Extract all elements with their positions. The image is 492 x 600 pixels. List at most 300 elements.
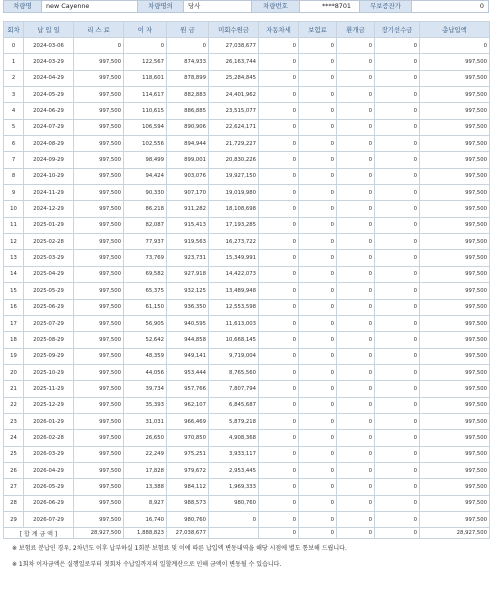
table-cell: 25,284,845	[209, 70, 259, 86]
table-cell: 118,601	[124, 70, 167, 86]
table-cell: 0	[299, 332, 337, 348]
table-cell: 26	[4, 462, 24, 478]
table-cell: 0	[209, 511, 259, 527]
table-cell: 997,500	[74, 217, 124, 233]
table-cell: 0	[259, 266, 299, 282]
table-cell: 0	[375, 430, 420, 446]
table-cell: 0	[259, 250, 299, 266]
table-cell: 0	[259, 201, 299, 217]
table-cell: 997,500	[420, 397, 490, 413]
table-cell: 980,760	[209, 495, 259, 511]
column-header: 미회수원금	[209, 22, 259, 38]
table-cell: 997,500	[420, 348, 490, 364]
column-header: 원 금	[167, 22, 209, 38]
table-cell: 102,556	[124, 136, 167, 152]
table-cell: 878,899	[167, 70, 209, 86]
table-cell: 0	[299, 283, 337, 299]
table-cell: 77,937	[124, 234, 167, 250]
car-number-value: ****8701	[300, 1, 360, 12]
table-cell: 936,350	[167, 299, 209, 315]
table-cell: 997,500	[420, 103, 490, 119]
table-cell: 0	[299, 397, 337, 413]
total-insurance: 0	[299, 528, 337, 539]
table-cell: 0	[375, 38, 420, 54]
table-cell: 98,499	[124, 152, 167, 168]
table-cell: 0	[375, 413, 420, 429]
table-cell: 0	[337, 136, 375, 152]
table-cell: 31,031	[124, 413, 167, 429]
note-interest: ※ 1회차 이자금액은 실행일로부터 첫회차 수납일까지의 일할계산으로 인해 금액이 변동될 수 있습니다.	[12, 561, 282, 568]
table-cell: 0	[337, 413, 375, 429]
column-header: 총납입액	[420, 22, 490, 38]
table-cell: 997,500	[420, 185, 490, 201]
table-cell: 0	[337, 348, 375, 364]
table-cell: 3	[4, 87, 24, 103]
table-cell: 949,141	[167, 348, 209, 364]
table-cell: 997,500	[74, 413, 124, 429]
table-cell: 0	[299, 168, 337, 184]
table-cell: 19	[4, 348, 24, 364]
table-cell: 980,760	[167, 511, 209, 527]
table-cell: 953,444	[167, 364, 209, 380]
table-cell: 0	[259, 168, 299, 184]
total-refund: 0	[337, 528, 375, 539]
table-cell: 2025-12-29	[24, 397, 74, 413]
table-cell: 2025-05-29	[24, 283, 74, 299]
table-cell: 997,500	[420, 430, 490, 446]
table-cell: 0	[299, 87, 337, 103]
table-row	[4, 462, 490, 478]
table-cell: 8,927	[124, 495, 167, 511]
table-cell: 0	[259, 446, 299, 462]
table-cell: 2025-03-29	[24, 250, 74, 266]
table-cell: 0	[259, 185, 299, 201]
column-header: 리 스 료	[74, 22, 124, 38]
table-cell: 997,500	[74, 119, 124, 135]
table-cell: 979,672	[167, 462, 209, 478]
table-cell: 894,944	[167, 136, 209, 152]
table-cell: 0	[337, 168, 375, 184]
table-cell: 26,650	[124, 430, 167, 446]
table-cell: 22	[4, 397, 24, 413]
table-cell: 19,927,150	[209, 168, 259, 184]
table-cell: 0	[375, 103, 420, 119]
table-cell: 0	[375, 87, 420, 103]
table-cell: 874,933	[167, 54, 209, 70]
table-cell: 48,359	[124, 348, 167, 364]
table-cell: 2026-03-29	[24, 446, 74, 462]
table-cell: 997,500	[74, 495, 124, 511]
table-cell: 9,719,004	[209, 348, 259, 364]
table-cell: 10	[4, 201, 24, 217]
total-label: [ 합 계 금 액 ]	[4, 528, 74, 539]
table-cell: 997,500	[74, 283, 124, 299]
table-cell: 890,906	[167, 119, 209, 135]
table-cell: 997,500	[74, 185, 124, 201]
table-cell: 15	[4, 283, 24, 299]
table-cell: 997,500	[420, 201, 490, 217]
table-cell: 997,500	[420, 266, 490, 282]
table-cell: 997,500	[74, 70, 124, 86]
table-cell: 23	[4, 413, 24, 429]
table-cell: 69,582	[124, 266, 167, 282]
table-cell: 0	[375, 364, 420, 380]
table-cell: 997,500	[74, 201, 124, 217]
table-cell: 0	[259, 217, 299, 233]
table-cell: 0	[259, 54, 299, 70]
table-cell: 0	[259, 299, 299, 315]
column-header: 보험료	[299, 22, 337, 38]
table-cell: 0	[299, 364, 337, 380]
table-cell: 0	[299, 217, 337, 233]
table-cell: 0	[337, 119, 375, 135]
table-cell: 0	[259, 430, 299, 446]
table-cell: 997,500	[420, 168, 490, 184]
table-cell: 0	[375, 495, 420, 511]
table-cell: 0	[299, 348, 337, 364]
table-cell: 0	[299, 119, 337, 135]
table-cell: 2026-04-29	[24, 462, 74, 478]
table-cell: 997,500	[420, 511, 490, 527]
table-row	[4, 299, 490, 315]
car-owner-label: 차량명의	[138, 1, 184, 12]
table-cell: 4	[4, 103, 24, 119]
table-cell: 0	[299, 381, 337, 397]
table-cell: 9	[4, 185, 24, 201]
table-cell: 0	[259, 511, 299, 527]
table-row	[4, 332, 490, 348]
table-cell: 2024-08-29	[24, 136, 74, 152]
column-header: 회차	[4, 22, 24, 38]
table-cell: 14,422,073	[209, 266, 259, 282]
table-cell: 997,500	[74, 446, 124, 462]
table-cell: 940,595	[167, 315, 209, 331]
table-row	[4, 348, 490, 364]
table-row	[4, 168, 490, 184]
table-cell: 0	[337, 511, 375, 527]
table-cell: 0	[337, 430, 375, 446]
table-cell: 22,249	[124, 446, 167, 462]
table-cell: 12,553,598	[209, 299, 259, 315]
table-cell: 997,500	[74, 462, 124, 478]
table-cell: 0	[337, 54, 375, 70]
table-cell: 0	[375, 119, 420, 135]
table-row	[4, 511, 490, 527]
table-cell: 20	[4, 364, 24, 380]
table-cell: 997,500	[74, 266, 124, 282]
table-cell: 0	[337, 299, 375, 315]
table-cell: 6	[4, 136, 24, 152]
table-cell: 2024-05-29	[24, 87, 74, 103]
total-principal: 27,038,677	[167, 528, 209, 539]
table-cell: 0	[259, 348, 299, 364]
table-cell: 2025-09-29	[24, 348, 74, 364]
table-cell: 997,500	[74, 364, 124, 380]
table-cell: 997,500	[74, 381, 124, 397]
table-cell: 0	[259, 315, 299, 331]
table-cell: 997,500	[420, 364, 490, 380]
table-cell: 997,500	[420, 152, 490, 168]
table-cell: 0	[375, 152, 420, 168]
table-cell: 2024-11-29	[24, 185, 74, 201]
table-cell: 13,489,948	[209, 283, 259, 299]
table-cell: 907,170	[167, 185, 209, 201]
table-cell: 0	[299, 413, 337, 429]
table-cell: 0	[167, 38, 209, 54]
table-cell: 0	[259, 283, 299, 299]
residual-label: 무보증잔가	[360, 1, 412, 12]
table-cell: 2024-10-29	[24, 168, 74, 184]
table-cell: 2024-07-29	[24, 119, 74, 135]
table-cell: 0	[299, 70, 337, 86]
table-row	[4, 119, 490, 135]
table-cell: 16,273,722	[209, 234, 259, 250]
table-cell: 6,845,687	[209, 397, 259, 413]
table-cell: 11	[4, 217, 24, 233]
table-row	[4, 38, 490, 54]
table-cell: 0	[259, 136, 299, 152]
table-cell: 17,193,285	[209, 217, 259, 233]
table-cell: 997,500	[420, 250, 490, 266]
table-cell: 0	[299, 234, 337, 250]
table-cell: 4,908,368	[209, 430, 259, 446]
table-cell: 0	[299, 495, 337, 511]
table-cell: 997,500	[74, 234, 124, 250]
table-cell: 997,500	[74, 511, 124, 527]
table-row	[4, 103, 490, 119]
table-row	[4, 266, 490, 282]
table-cell: 0	[375, 54, 420, 70]
table-row	[4, 430, 490, 446]
table-cell: 997,500	[74, 430, 124, 446]
table-cell: 0	[337, 87, 375, 103]
table-cell: 2024-12-29	[24, 201, 74, 217]
table-row	[4, 234, 490, 250]
table-cell: 0	[337, 152, 375, 168]
residual-value: 0	[479, 2, 484, 10]
table-cell: 2024-03-29	[24, 54, 74, 70]
table-cell: 18,108,698	[209, 201, 259, 217]
table-cell: 1,969,333	[209, 479, 259, 495]
table-cell: 0	[375, 332, 420, 348]
table-cell: 911,282	[167, 201, 209, 217]
table-cell: 2026-05-29	[24, 479, 74, 495]
table-cell: 984,112	[167, 479, 209, 495]
table-row	[4, 217, 490, 233]
table-cell: 0	[337, 479, 375, 495]
table-cell: 0	[337, 283, 375, 299]
table-cell: 52,642	[124, 332, 167, 348]
table-cell: 0	[375, 70, 420, 86]
table-cell: 0	[375, 217, 420, 233]
note-insurance: ※ 보험료 분납인 경우, 2차년도 이후 납부하실 1회분 보험료 및 이에 따른 납입액 변동내역을 해당 시점에 별도 통보해 드립니다.	[12, 545, 347, 552]
table-cell: 0	[299, 54, 337, 70]
table-cell: 997,500	[74, 479, 124, 495]
table-cell: 997,500	[74, 299, 124, 315]
table-cell: 2024-03-06	[24, 38, 74, 54]
total-tax: 0	[259, 528, 299, 539]
car-name-value: new Cayenne	[42, 1, 138, 12]
total-advance: 0	[375, 528, 420, 539]
table-cell: 0	[259, 413, 299, 429]
table-cell: 0	[375, 185, 420, 201]
column-header: 자동차세	[259, 22, 299, 38]
table-cell: 0	[337, 234, 375, 250]
table-cell: 13,388	[124, 479, 167, 495]
table-cell: 0	[299, 430, 337, 446]
table-cell: 997,500	[420, 381, 490, 397]
table-cell: 2026-06-29	[24, 495, 74, 511]
table-cell: 2024-06-29	[24, 103, 74, 119]
table-cell: 0	[299, 446, 337, 462]
column-header: 이 자	[124, 22, 167, 38]
table-cell: 0	[420, 38, 490, 54]
table-cell: 903,076	[167, 168, 209, 184]
table-row	[4, 152, 490, 168]
table-cell: 110,615	[124, 103, 167, 119]
table-cell: 997,500	[420, 136, 490, 152]
table-cell: 61,150	[124, 299, 167, 315]
table-cell: 0	[375, 283, 420, 299]
table-cell: 5,879,218	[209, 413, 259, 429]
table-cell: 966,469	[167, 413, 209, 429]
table-header-row	[4, 22, 490, 38]
table-cell: 2	[4, 70, 24, 86]
table-cell: 0	[337, 446, 375, 462]
table-cell: 997,500	[420, 462, 490, 478]
table-cell: 997,500	[74, 136, 124, 152]
table-cell: 997,500	[420, 332, 490, 348]
table-cell: 0	[375, 315, 420, 331]
total-remaining	[209, 528, 259, 539]
total-lease: 28,927,500	[74, 528, 124, 539]
table-cell: 0	[375, 168, 420, 184]
table-cell: 0	[337, 381, 375, 397]
table-cell: 2026-01-29	[24, 413, 74, 429]
table-cell: 997,500	[420, 413, 490, 429]
table-cell: 0	[337, 201, 375, 217]
table-cell: 0	[259, 364, 299, 380]
table-cell: 0	[259, 462, 299, 478]
total-sum: 28,927,500	[420, 528, 490, 539]
column-header: 납 입 일	[24, 22, 74, 38]
table-cell: 2024-04-29	[24, 70, 74, 86]
car-number-label: 차량번호	[252, 1, 300, 12]
table-cell: 82,087	[124, 217, 167, 233]
table-cell: 2025-08-29	[24, 332, 74, 348]
table-cell: 0	[337, 397, 375, 413]
table-cell: 997,500	[74, 348, 124, 364]
table-cell: 22,624,171	[209, 119, 259, 135]
table-cell: 970,850	[167, 430, 209, 446]
table-cell: 0	[375, 348, 420, 364]
table-cell: 0	[299, 266, 337, 282]
table-cell: 0	[259, 152, 299, 168]
table-cell: 0	[337, 38, 375, 54]
table-cell: 8	[4, 168, 24, 184]
table-cell: 17	[4, 315, 24, 331]
table-cell: 997,500	[74, 152, 124, 168]
table-cell: 0	[375, 511, 420, 527]
table-cell: 29	[4, 511, 24, 527]
table-cell: 997,500	[420, 495, 490, 511]
table-row	[4, 283, 490, 299]
table-cell: 997,500	[74, 103, 124, 119]
table-cell: 39,734	[124, 381, 167, 397]
table-cell: 0	[299, 299, 337, 315]
table-cell: 0	[259, 397, 299, 413]
table-cell: 5	[4, 119, 24, 135]
table-cell: 997,500	[420, 217, 490, 233]
total-interest: 1,888,823	[124, 528, 167, 539]
table-cell: 997,500	[420, 70, 490, 86]
table-cell: 997,500	[420, 315, 490, 331]
table-cell: 23,515,077	[209, 103, 259, 119]
table-cell: 0	[375, 397, 420, 413]
table-cell: 24	[4, 430, 24, 446]
table-cell: 7	[4, 152, 24, 168]
table-cell: 73,769	[124, 250, 167, 266]
table-cell: 997,500	[420, 479, 490, 495]
table-cell: 997,500	[420, 87, 490, 103]
column-header: 환개금	[337, 22, 375, 38]
table-cell: 18	[4, 332, 24, 348]
table-cell: 0	[375, 234, 420, 250]
table-cell: 997,500	[74, 397, 124, 413]
table-cell: 122,567	[124, 54, 167, 70]
table-cell: 11,613,003	[209, 315, 259, 331]
table-cell: 0	[337, 332, 375, 348]
table-cell: 915,413	[167, 217, 209, 233]
table-cell: 2024-09-29	[24, 152, 74, 168]
table-cell: 94,424	[124, 168, 167, 184]
table-cell: 0	[259, 119, 299, 135]
table-cell: 0	[259, 38, 299, 54]
table-cell: 957,766	[167, 381, 209, 397]
table-cell: 0	[375, 479, 420, 495]
table-cell: 90,330	[124, 185, 167, 201]
table-cell: 86,218	[124, 201, 167, 217]
car-name-label: 차량명	[4, 1, 42, 12]
table-cell: 27	[4, 479, 24, 495]
table-cell: 923,731	[167, 250, 209, 266]
table-cell: 0	[299, 185, 337, 201]
table-row	[4, 87, 490, 103]
table-cell: 0	[74, 38, 124, 54]
table-cell: 997,500	[74, 250, 124, 266]
table-cell: 19,019,980	[209, 185, 259, 201]
table-cell: 0	[299, 462, 337, 478]
table-cell: 0	[259, 103, 299, 119]
table-row	[4, 201, 490, 217]
table-cell: 0	[4, 38, 24, 54]
table-cell: 27,038,677	[209, 38, 259, 54]
table-cell: 997,500	[420, 446, 490, 462]
table-cell: 944,858	[167, 332, 209, 348]
table-cell: 0	[259, 495, 299, 511]
car-owner-value: 당사	[184, 1, 252, 12]
table-cell: 0	[259, 332, 299, 348]
table-row	[4, 315, 490, 331]
table-cell: 0	[299, 511, 337, 527]
table-cell: 0	[299, 152, 337, 168]
table-cell: 997,500	[74, 332, 124, 348]
vehicle-info-bar	[3, 0, 489, 13]
table-cell: 962,107	[167, 397, 209, 413]
table-cell: 988,573	[167, 495, 209, 511]
table-cell: 24,401,962	[209, 87, 259, 103]
table-cell: 0	[375, 462, 420, 478]
